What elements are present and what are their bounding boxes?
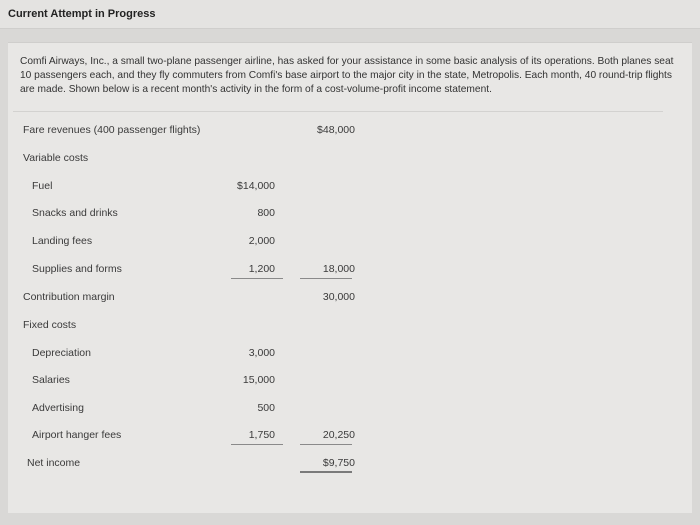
hanger-fees-label: Airport hanger fees bbox=[32, 429, 122, 441]
variable-costs-heading: Variable costs bbox=[23, 152, 89, 164]
net-income-double-rule bbox=[300, 471, 352, 473]
income-statement-table bbox=[13, 111, 663, 480]
subtotal-rule bbox=[231, 444, 283, 445]
subtotal-rule bbox=[300, 278, 352, 279]
problem-intro-text: Comfi Airways, Inc., a small two-plane passenger airline, has asked for your assistance in some basic analysis of its operations. Both planes seat 10 passengers each, and they fly commuters from Comfi's base airport to the major city in the state, Metropolis. Each month, 40 round-trip flights are made. Shown below is a recent month's activity in the form of a cost-volume-profit income statement. bbox=[20, 56, 674, 95]
salaries-label: Salaries bbox=[32, 374, 70, 386]
snacks-label: Snacks and drinks bbox=[32, 207, 118, 219]
attempt-status-title: Current Attempt in Progress bbox=[8, 8, 156, 20]
attempt-header bbox=[0, 0, 700, 29]
advertising-amount: 500 bbox=[257, 402, 275, 414]
advertising-label: Advertising bbox=[32, 402, 84, 414]
depreciation-label: Depreciation bbox=[32, 347, 91, 359]
variable-costs-total: 18,000 bbox=[322, 263, 355, 275]
hanger-fees-amount: 1,750 bbox=[248, 429, 275, 441]
fuel-amount: $14,000 bbox=[237, 180, 275, 192]
snacks-amount: 800 bbox=[257, 207, 275, 219]
contribution-margin-label: Contribution margin bbox=[23, 291, 115, 303]
net-income-total: $9,750 bbox=[322, 457, 355, 469]
fare-revenues-label: Fare revenues (400 passenger flights) bbox=[23, 124, 201, 136]
subtotal-rule bbox=[231, 278, 283, 279]
net-income-label: Net income bbox=[27, 457, 81, 469]
fixed-costs-total: 20,250 bbox=[322, 429, 355, 441]
question-card bbox=[8, 42, 692, 513]
landing-label: Landing fees bbox=[32, 235, 93, 247]
fixed-costs-heading: Fixed costs bbox=[23, 319, 77, 331]
supplies-amount: 1,200 bbox=[248, 263, 275, 275]
depreciation-amount: 3,000 bbox=[248, 347, 275, 359]
contribution-margin-total: 30,000 bbox=[322, 291, 355, 303]
salaries-amount: 15,000 bbox=[242, 374, 275, 386]
fare-revenues-total: $48,000 bbox=[317, 124, 355, 136]
supplies-label: Supplies and forms bbox=[32, 263, 122, 275]
landing-amount: 2,000 bbox=[248, 235, 275, 247]
fuel-label: Fuel bbox=[32, 180, 53, 192]
subtotal-rule bbox=[300, 444, 352, 445]
